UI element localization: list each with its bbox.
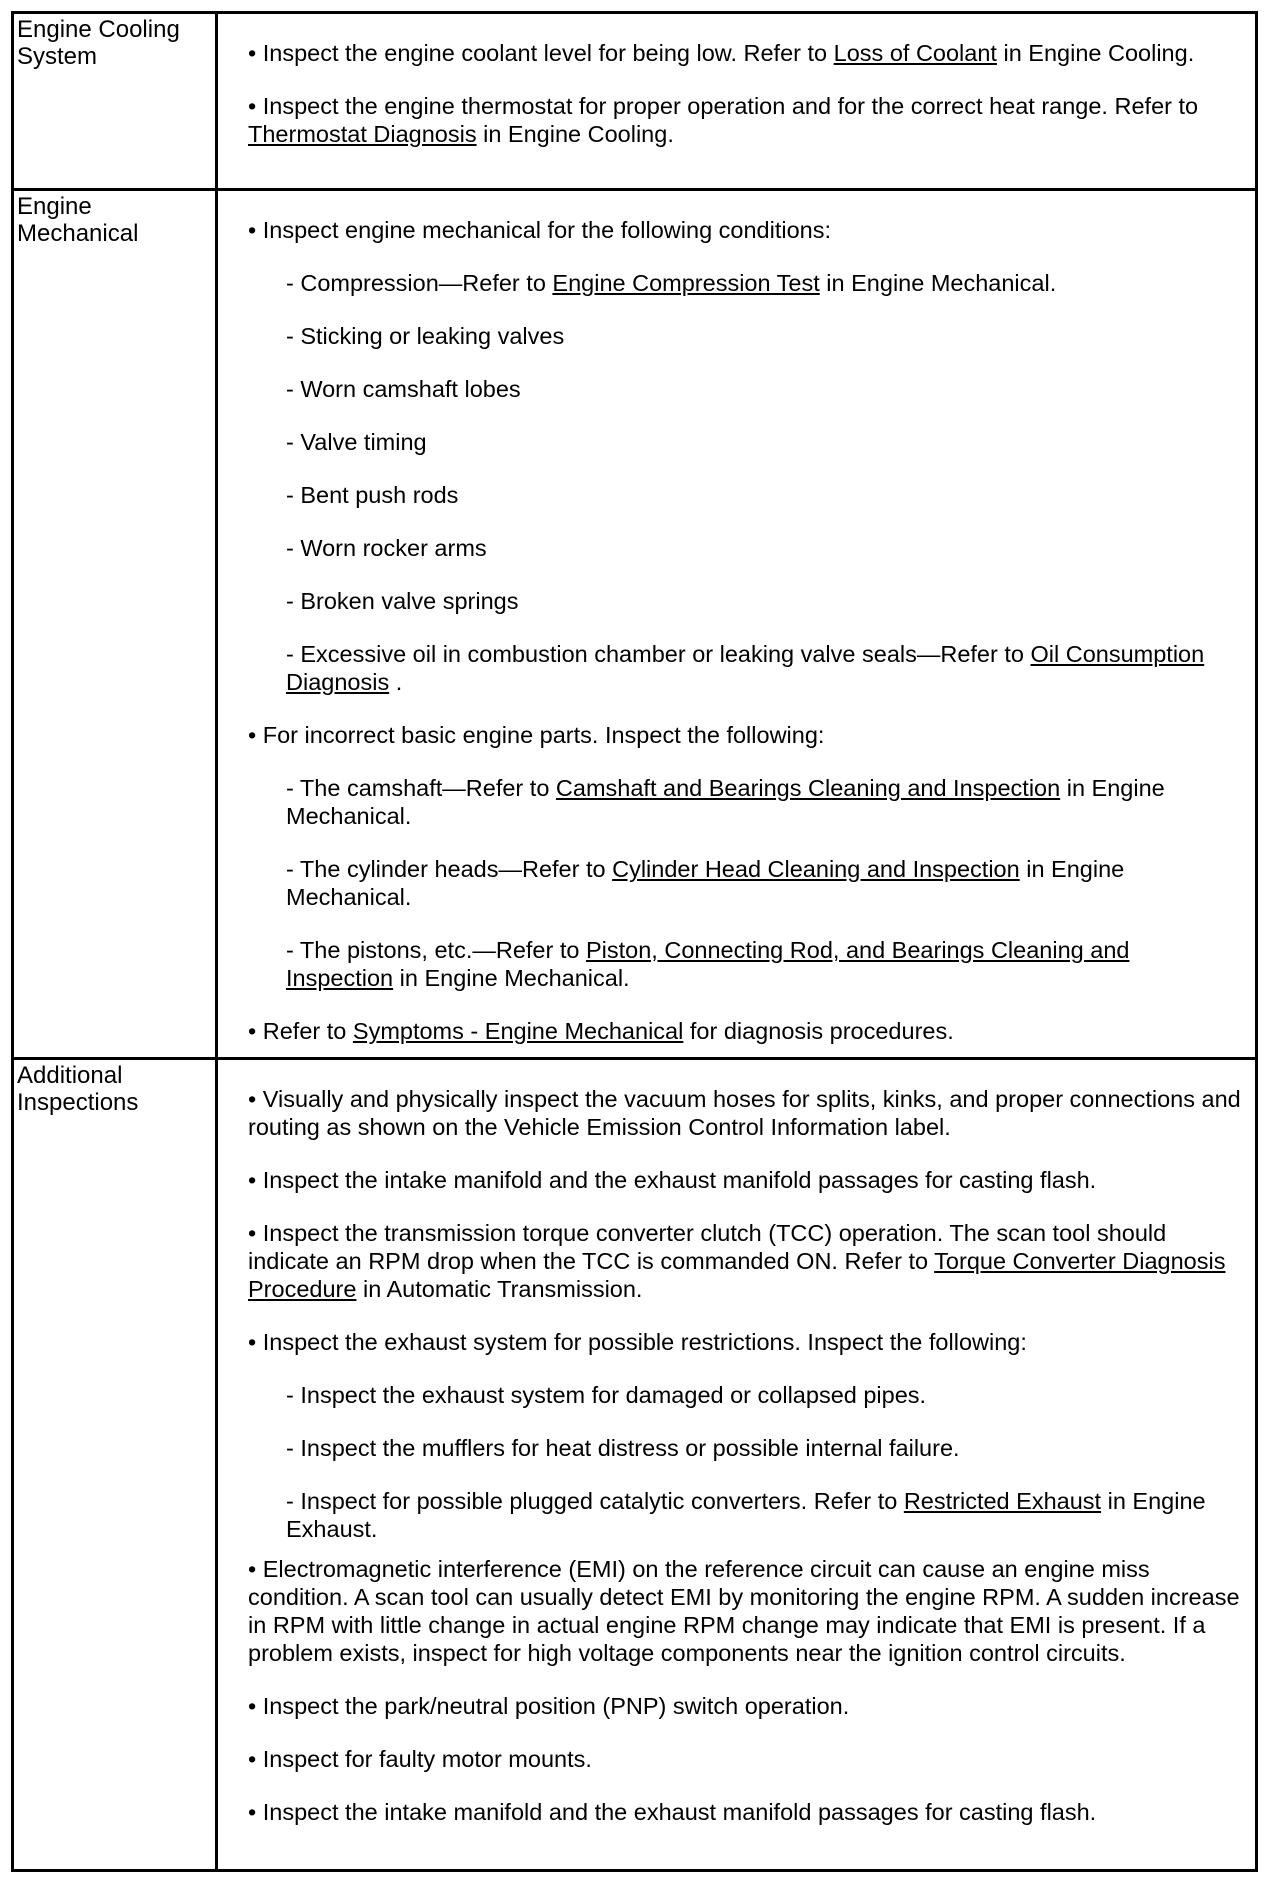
list-item: • For incorrect basic engine parts. Inspect the following: (248, 722, 825, 748)
list-item: • Inspect the intake manifold and the exhaust manifold passages for casting flash. (248, 1799, 1097, 1825)
row-label-line: Additional (17, 1062, 123, 1089)
link-engine-compression-test[interactable]: Engine Compression Test (552, 270, 820, 296)
link-cylinder-head-cleaning[interactable]: Cylinder Head Cleaning and Inspection (612, 856, 1020, 882)
link-camshaft-bearings-cleaning[interactable]: Camshaft and Bearings Cleaning and Inspection (555, 775, 1061, 801)
link-oil-consumption-diagnosis[interactable]: Oil Consumption Diagnosis (286, 641, 1205, 695)
row-label-engine-mechanical (13, 190, 217, 1059)
row-label-line: Inspections (17, 1089, 139, 1116)
table-row-engine-mechanical (13, 190, 1257, 1059)
row-label-line: Engine (17, 193, 92, 220)
list-item: • Visually and physically inspect the vacuum hoses for splits, kinks, and proper connections and routing as shown on the Vehicle Emission Control Information label. (248, 1086, 1241, 1140)
row-label-additional-inspections (13, 1059, 217, 1871)
list-item: - Excessive oil in combustion chamber or leaking valve seals—Refer to Oil Consumption Diagnosis . (286, 641, 1205, 695)
link-thermostat-diagnosis[interactable]: Thermostat Diagnosis (248, 121, 477, 147)
list-item: - Bent push rods (286, 482, 459, 508)
row-label-engine-cooling (13, 13, 217, 190)
list-item: - The pistons, etc.—Refer to Piston, Connecting Rod, and Bearings Cleaning and Inspection in Engine Mechanical. (286, 937, 1130, 991)
row-content-additional-inspections (217, 1059, 1257, 1871)
list-item: - The camshaft—Refer to Camshaft and Bearings Cleaning and Inspection in Engine Mechanical. (286, 775, 1165, 829)
list-item: • Refer to Symptoms - Engine Mechanical for diagnosis procedures. (248, 1018, 954, 1044)
link-symptoms-engine-mechanical[interactable]: Symptoms - Engine Mechanical (352, 1018, 684, 1044)
list-item: - Inspect the mufflers for heat distress or possible internal failure. (286, 1435, 960, 1461)
link-restricted-exhaust[interactable]: Restricted Exhaust (903, 1488, 1102, 1514)
list-item: • Inspect the engine coolant level for being low. Refer to Loss of Coolant in Engine Cooling. (248, 40, 1195, 66)
list-item: - The cylinder heads—Refer to Cylinder Head Cleaning and Inspection in Engine Mechanical. (286, 856, 1125, 910)
list-item: - Compression—Refer to Engine Compression Test in Engine Mechanical. (286, 270, 1057, 296)
row-label-line: System (17, 43, 98, 70)
row-content-engine-mechanical (217, 190, 1257, 1059)
list-item: • Inspect the park/neutral position (PNP) switch operation. (248, 1693, 850, 1719)
list-item: • Inspect the engine thermostat for proper operation and for the correct heat range. Refer to Thermostat Diagnosis in Engine Cooling. (248, 93, 1199, 147)
row-label-line: Engine Cooling (17, 16, 180, 43)
list-item: • Inspect the exhaust system for possible restrictions. Inspect the following: (248, 1329, 1027, 1355)
list-item: - Inspect the exhaust system for damaged or collapsed pipes. (286, 1382, 927, 1408)
list-item: • Inspect the intake manifold and the exhaust manifold passages for casting flash. (248, 1167, 1097, 1193)
link-piston-connecting-rod-cleaning[interactable]: Piston, Connecting Rod, and Bearings Cleaning and Inspection (286, 937, 1130, 991)
list-item: - Broken valve springs (286, 588, 519, 614)
list-item: • Electromagnetic interference (EMI) on the reference circuit can cause an engine miss condition. A scan tool can usually detect EMI by monitoring the engine RPM. A sudden increase in RPM with little change in actual engine RPM change may indicate that EMI is present. If a problem exists, inspect for high voltage components near the ignition control circuits. (248, 1556, 1240, 1666)
list-item: - Valve timing (286, 429, 427, 455)
link-loss-of-coolant[interactable]: Loss of Coolant (833, 40, 997, 66)
table-row-engine-cooling (13, 13, 1257, 190)
link-torque-converter-diagnosis[interactable]: Torque Converter Diagnosis Procedure (248, 1248, 1226, 1302)
row-label-line: Mechanical (17, 220, 139, 247)
diagnostic-table (11, 11, 1258, 1872)
list-item: - Sticking or leaking valves (286, 323, 565, 349)
row-content-engine-cooling (217, 13, 1257, 190)
table-row-additional-inspections (13, 1059, 1257, 1871)
list-item: - Worn rocker arms (286, 535, 487, 561)
list-item: - Worn camshaft lobes (286, 376, 521, 402)
list-item: • Inspect the transmission torque converter clutch (TCC) operation. The scan tool should indicate an RPM drop when the TCC is commanded ON. Refer to Torque Converter Diagnosis Procedure in Automatic Transmission. (248, 1220, 1226, 1302)
list-item: - Inspect for possible plugged catalytic converters. Refer to Restricted Exhaust in Engine Exhaust. (286, 1488, 1206, 1542)
list-item: • Inspect engine mechanical for the following conditions: (248, 217, 832, 243)
list-item: • Inspect for faulty motor mounts. (248, 1746, 592, 1772)
